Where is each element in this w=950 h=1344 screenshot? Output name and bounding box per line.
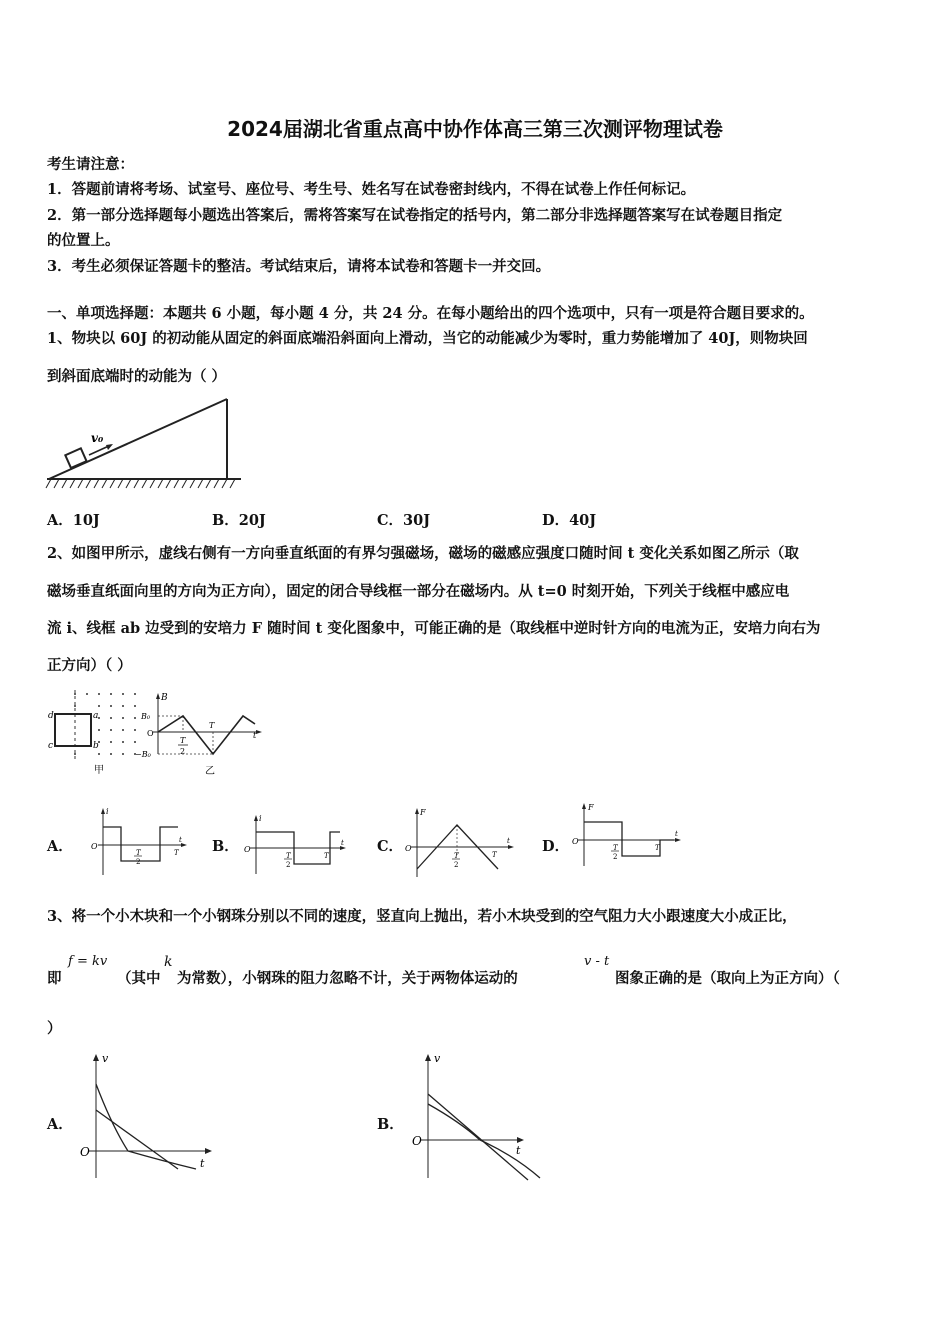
svg-text:t: t: [200, 1157, 205, 1170]
q2-figure-yi: [133, 688, 268, 778]
svg-text:b: b: [93, 741, 99, 751]
svg-text:2: 2: [613, 853, 618, 861]
page-title: 2024届湖北省重点高中协作体高三第三次测评物理试卷: [227, 117, 723, 141]
q2-option-d[interactable]: D．: [542, 838, 570, 855]
svg-text:2: 2: [136, 858, 141, 866]
svg-text:t: t: [341, 839, 344, 847]
svg-text:O: O: [572, 837, 579, 846]
q2-graph-c: [403, 805, 518, 880]
q2-text: 磁场垂直纸面向里的方向为正方向），固定的闭合导线框一部分在磁场内。从 t=0 时刻开始，下列关于线框中感应电: [47, 583, 790, 600]
svg-text:O: O: [405, 844, 412, 853]
q1-text: 1、物块以 60J 的初动能从固定的斜面底端沿斜面向上滑动，当它的动能减少为零时，重力势能增加了 40J，则物块回: [47, 330, 808, 347]
svg-text:t: t: [253, 731, 257, 740]
svg-text:2: 2: [286, 861, 291, 869]
svg-text:T: T: [613, 844, 618, 852]
svg-text:O: O: [147, 729, 154, 738]
q1-option-b[interactable]: B．20J: [212, 512, 266, 529]
q1-incline-figure: [45, 395, 245, 495]
svg-text:T: T: [655, 844, 660, 852]
svg-text:t: t: [675, 830, 678, 838]
notice-item: 2．第一部分选择题每小题选出答案后，需将答案写在试卷指定的括号内，第二部分非选择题答案写在试卷题目指定: [47, 207, 783, 224]
q2-option-b[interactable]: B．: [212, 838, 239, 855]
q2-text: 2、如图甲所示，虚线右侧有一方向垂直纸面的有界匀强磁场，磁场的磁感应强度口随时间 t 变化关系如图乙所示（取: [47, 545, 799, 562]
q3-graph-b: [410, 1050, 550, 1182]
q1-option-d[interactable]: D．40J: [542, 512, 597, 529]
svg-text:T: T: [492, 851, 497, 859]
svg-text:t: t: [516, 1144, 521, 1157]
q2-graph-b: [240, 812, 350, 880]
q1-option-a[interactable]: A．10J: [47, 512, 100, 529]
q3-text: 为常数），小钢珠的阻力忽略不计，关于两物体运动的: [177, 970, 518, 987]
svg-text:T: T: [209, 721, 215, 730]
q3-text: ）: [47, 1020, 62, 1037]
notice-heading: 考生请注意：: [47, 156, 134, 173]
q1-text: 到斜面底端时的动能为（ ）: [47, 368, 227, 385]
svg-text:O: O: [91, 842, 98, 851]
svg-text:T: T: [286, 852, 291, 860]
q2-graph-d: [570, 800, 685, 870]
svg-text:T: T: [180, 736, 186, 745]
block-shape: [65, 448, 86, 468]
q3-graph-a: [78, 1050, 218, 1182]
q3-text: （其中: [117, 970, 161, 987]
q2-figure-jia: [45, 688, 145, 778]
svg-text:F: F: [420, 808, 426, 817]
q3-prefix: 即: [47, 970, 62, 987]
svg-text:T: T: [454, 852, 459, 860]
notice-item: 的位置上。: [47, 232, 120, 249]
formula-f-kv: f = kv: [68, 954, 108, 969]
formula-k: k: [164, 954, 173, 970]
q3-text: 图象正确的是（取向上为正方向）（: [615, 970, 840, 987]
svg-text:2: 2: [454, 861, 459, 869]
svg-text:O: O: [412, 1134, 422, 1148]
svg-text:d: d: [48, 711, 54, 721]
svg-text:T: T: [324, 852, 329, 860]
svg-text:−B₀: −B₀: [135, 750, 151, 759]
svg-text:a: a: [93, 711, 99, 721]
notice-item: 3．考生必须保证答题卡的整洁。考试结束后，请将本试卷和答题卡一并交回。: [47, 258, 551, 275]
svg-text:B: B: [161, 693, 168, 703]
svg-text:i: i: [106, 807, 109, 816]
svg-text:O: O: [244, 845, 251, 854]
svg-text:i: i: [259, 814, 262, 823]
notice-item: 1．答题前请将考场、试室号、座位号、考生号、姓名写在试卷密封线内，不得在试卷上作任何标记。: [47, 181, 696, 198]
q2-text: 流 i、线框 ab 边受到的安培力 F 随时间 t 变化图象中，可能正确的是（取线框中逆时针方向的电流为正，安培力向右为: [47, 620, 821, 637]
svg-text:v: v: [102, 1052, 109, 1065]
svg-text:t: t: [507, 837, 510, 845]
svg-text:t: t: [179, 836, 182, 844]
q2-option-c[interactable]: C．: [377, 838, 404, 855]
caption-yi: 乙: [205, 766, 215, 777]
q1-option-c[interactable]: C．30J: [377, 512, 431, 529]
svg-text:O: O: [80, 1145, 90, 1159]
svg-text:T: T: [136, 849, 141, 857]
svg-text:T: T: [174, 849, 179, 857]
svg-text:F: F: [588, 803, 594, 812]
svg-text:B₀: B₀: [141, 712, 151, 721]
section-heading: 一、单项选择题：本题共 6 小题，每小题 4 分，共 24 分。在每小题给出的四个选项中，只有一项是符合题目要求的。: [47, 305, 814, 322]
svg-text:c: c: [48, 741, 54, 751]
q3-text: 3、将一个小木块和一个小钢珠分别以不同的速度，竖直向上抛出，若小木块受到的空气阻力大小跟速度大小成正比，: [47, 908, 797, 925]
q2-text: 正方向）（ ）: [47, 657, 132, 674]
formula-v-t: v - t: [584, 954, 610, 969]
caption-jia: 甲: [94, 765, 104, 776]
q2-option-a[interactable]: A．: [47, 838, 73, 855]
svg-text:2: 2: [180, 747, 186, 756]
q3-option-b[interactable]: B．: [377, 1116, 404, 1133]
q2-graph-a: [88, 805, 188, 880]
svg-text:v: v: [434, 1052, 441, 1065]
v0-label: v₀: [91, 431, 104, 445]
q3-option-a[interactable]: A．: [47, 1116, 73, 1133]
